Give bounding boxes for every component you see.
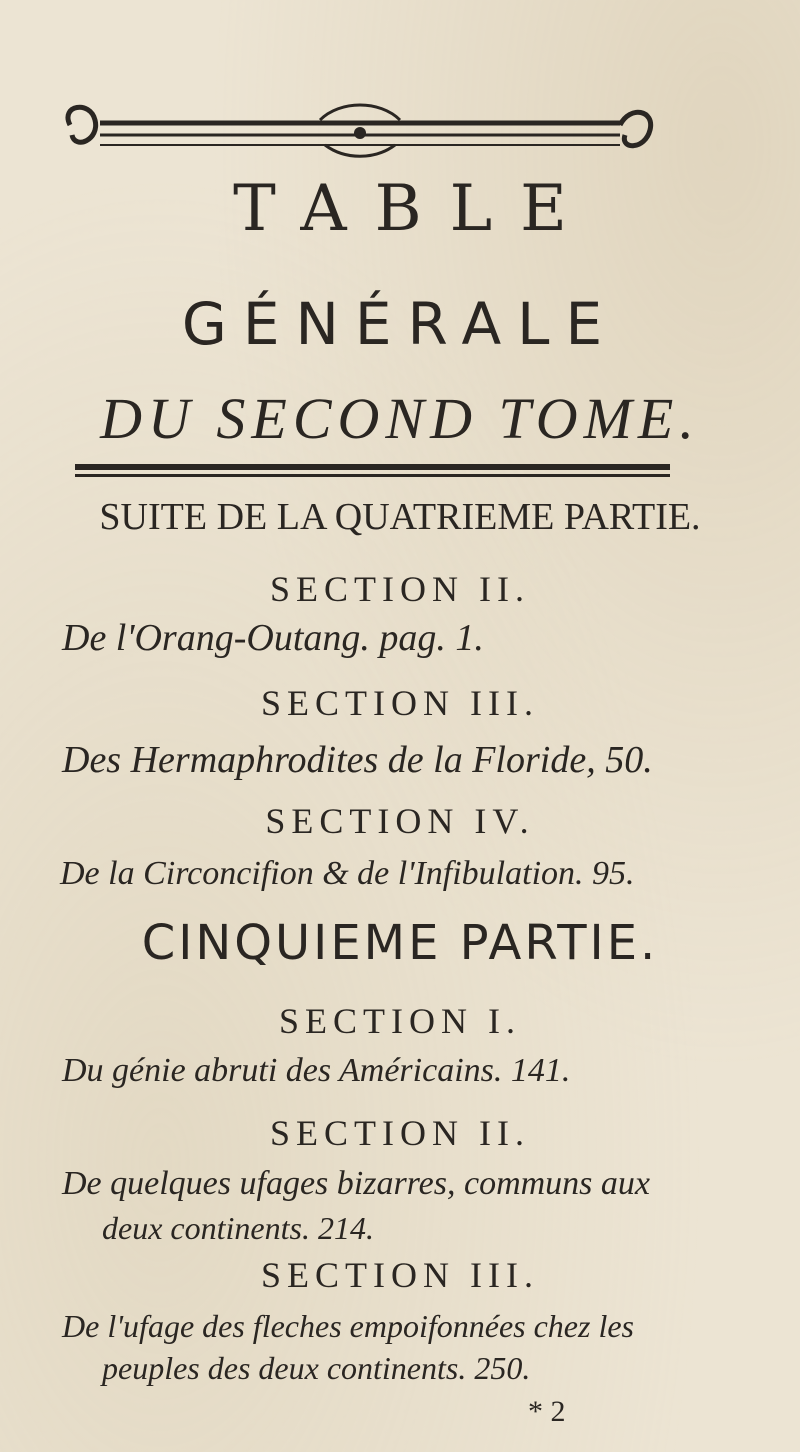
title-volume: DU SECOND TOME. — [100, 386, 700, 451]
decorative-rule — [75, 462, 670, 482]
entry-line: Du génie abruti des Américains. 141. — [62, 1052, 571, 1089]
entry-line: De l'ufage des fleches empoifonnées chez les — [62, 1308, 634, 1344]
section-heading: SECTION II. — [270, 569, 530, 609]
entry-line: Des Hermaphrodites de la Floride, 50. — [62, 739, 653, 781]
section-heading: SECTION III. — [261, 1255, 539, 1295]
title-table: TABLE — [233, 172, 595, 246]
signature-mark: * 2 — [528, 1395, 566, 1428]
entry-line: De la Circoncifion & de l'Infibulation. 95. — [60, 855, 635, 892]
entry-line: De l'Orang-Outang. pag. 1. — [62, 617, 484, 659]
part-four-heading: SUITE DE LA QUATRIEME PARTIE. — [99, 496, 701, 538]
entry-line: deux continents. 214. — [102, 1210, 374, 1246]
title-generale: GÉNÉRALE — [181, 290, 619, 358]
part-five-heading: CINQUIEME PARTIE. — [141, 915, 659, 971]
section-heading: SECTION I. — [279, 1001, 521, 1041]
entry-line: peuples des deux continents. 250. — [102, 1350, 531, 1386]
section-heading: SECTION IV. — [265, 801, 535, 841]
ornament-headpiece — [60, 95, 660, 165]
section-heading: SECTION III. — [261, 683, 539, 723]
section-heading: SECTION II. — [270, 1113, 530, 1153]
entry-line: De quelques ufages bizarres, communs aux — [62, 1165, 650, 1202]
